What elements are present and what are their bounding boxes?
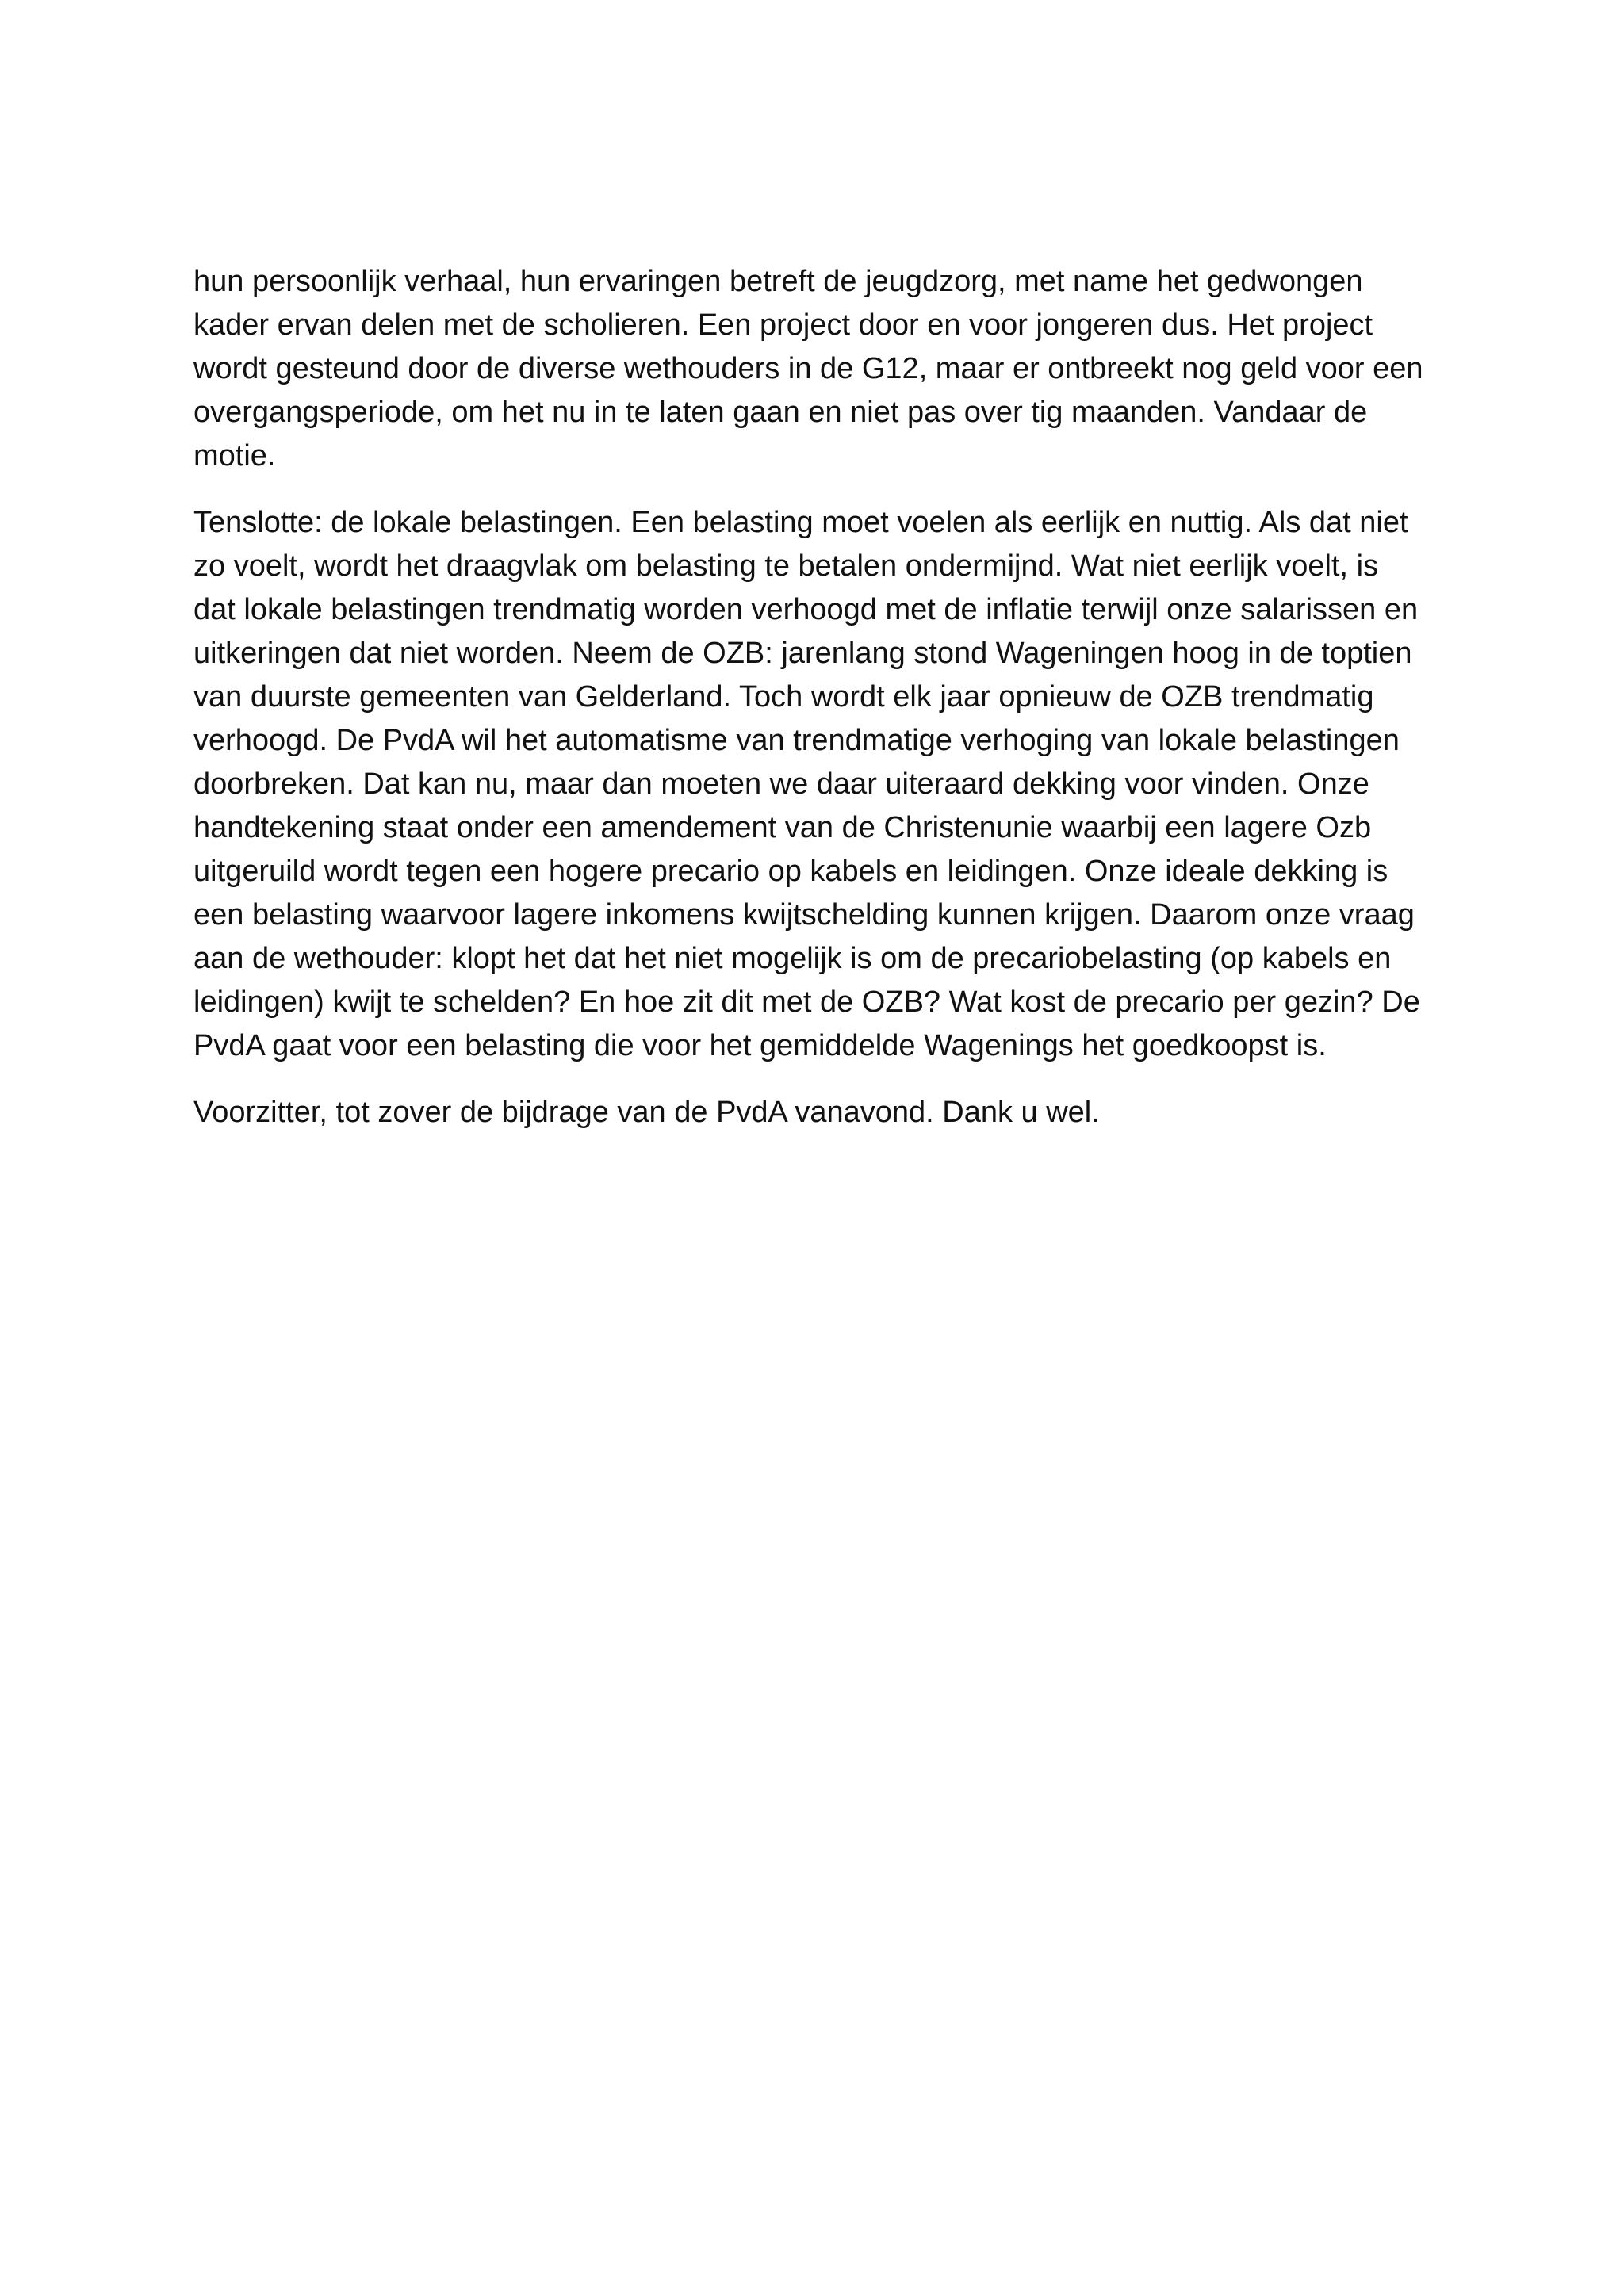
paragraph-closing (193, 1091, 1454, 1135)
paragraph-lokale-belastingen (193, 501, 1454, 1068)
text-line: wordt gesteund door de diverse wethouders in de G12, maar er ontbreekt nog geld voor een (193, 352, 1423, 385)
text-line: dat lokale belastingen trendmatig worden verhoogd met de inflatie terwijl onze salarissen en (193, 593, 1419, 626)
text-line: hun persoonlijk verhaal, hun ervaringen betreft de jeugdzorg, met name het gedwongen (193, 265, 1363, 298)
text-line: kader ervan delen met de scholieren. Een project door en voor jongeren dus. Het project (193, 308, 1373, 342)
text-line: overgangsperiode, om het nu in te laten gaan en niet pas over tig maanden. Vandaar de (193, 396, 1368, 429)
text-line: motie. (193, 439, 276, 473)
text-line: handtekening staat onder een amendement van de Christenunie waarbij een lagere Ozb (193, 811, 1372, 844)
text-line: zo voelt, wordt het draagvlak om belasting te betalen ondermijnd. Wat niet eerlijk voelt, is (193, 549, 1379, 583)
document-body (193, 260, 1454, 1158)
text-line: een belasting waarvoor lagere inkomens kwijtschelding kunnen krijgen. Daarom onze vraag (193, 898, 1415, 932)
paragraph-jeugdzorg-project (193, 260, 1454, 478)
text-line: Tenslotte: de lokale belastingen. Een belasting moet voelen als eerlijk en nuttig. Als dat niet (193, 506, 1408, 539)
text-line: uitgeruild wordt tegen een hogere precario op kabels en leidingen. Onze ideale dekking is (193, 855, 1388, 888)
text-line: van duurste gemeenten van Gelderland. Toch wordt elk jaar opnieuw de OZB trendmatig (193, 680, 1374, 714)
text-line: Voorzitter, tot zover de bijdrage van de PvdA vanavond. Dank u wel. (193, 1096, 1100, 1129)
text-line: doorbreken. Dat kan nu, maar dan moeten we daar uiteraard dekking voor vinden. Onze (193, 767, 1369, 801)
text-line: verhoogd. De PvdA wil het automatisme van trendmatige verhoging van lokale belastingen (193, 724, 1400, 757)
text-line: aan de wethouder: klopt het dat het niet mogelijk is om de precariobelasting (op kabels en (193, 942, 1392, 975)
text-line: PvdA gaat voor een belasting die voor het gemiddelde Wagenings het goedkoopst is. (193, 1029, 1327, 1062)
text-line: uitkeringen dat niet worden. Neem de OZB: jarenlang stond Wageningen hoog in de toptien (193, 637, 1412, 670)
text-line: leidingen) kwijt te schelden? En hoe zit dit met de OZB? Wat kost de precario per gezin? De (193, 985, 1420, 1019)
